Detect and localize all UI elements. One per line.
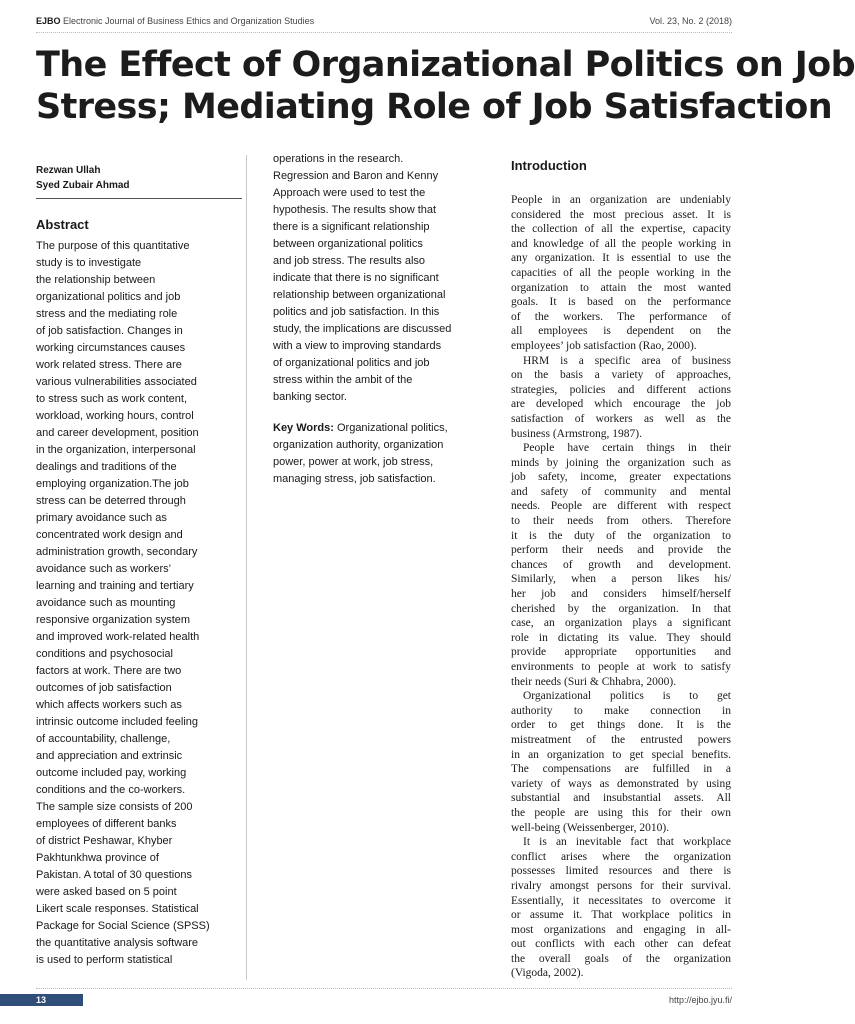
text-line: It is an inevitable fact that workplace <box>523 836 731 849</box>
text-line: authority to make connection in <box>511 704 731 717</box>
keywords-first-text: Organizational politics, <box>333 422 448 434</box>
text-line: operations in the research. <box>273 153 404 165</box>
text-line: outcomes of job satisfaction <box>36 682 172 694</box>
text-line: perform their needs and provide the <box>511 544 731 557</box>
text-line: to their needs from others. Therefore <box>511 515 731 528</box>
text-line: study is to investigate <box>36 257 142 269</box>
keywords <box>273 420 483 488</box>
text-line: outcome included pay, working <box>36 767 187 779</box>
introduction-heading: Introduction <box>511 158 587 173</box>
text-line: of accountability, challenge, <box>36 733 171 745</box>
text-line: the collection of all the expertise, capacity <box>511 223 731 236</box>
text-line: Organizational politics is to get <box>523 690 731 703</box>
text-line: variety of ways as demonstrated by using <box>511 777 731 790</box>
text-line: the quantitative analysis software <box>36 937 199 949</box>
journal-abbrev: EJBO <box>36 16 61 26</box>
text-line: it is the duty of the organization to <box>511 529 731 542</box>
text-line: and knowledge of all the people working in <box>511 237 731 250</box>
text-line: concentrated work design and <box>36 529 183 541</box>
text-line: needs. People are different with respect <box>511 500 731 513</box>
text-line: Essentially, it necessitates to overcome it <box>511 894 731 907</box>
text-line: strategies, policies and different actions <box>511 383 731 396</box>
text-line: case, an organization plays a significant <box>511 617 731 630</box>
text-line: environments to people at work to satisfy <box>511 661 731 673</box>
title-line: Stress; Mediating Role of Job Satisfaction <box>36 87 833 127</box>
abstract-continued <box>273 151 483 406</box>
text-line: employees of different banks <box>36 818 177 830</box>
text-line: provide appropriate opportunities and <box>511 646 731 659</box>
text-line: role in dictating its value. They should <box>511 631 731 644</box>
intro-paragraph <box>511 689 731 835</box>
text-line: working circumstances causes <box>36 342 186 354</box>
text-line: avoidance such as mounting <box>36 597 176 609</box>
text-line: is used to perform statistical <box>36 954 173 966</box>
text-line: her job and considers himself/herself <box>511 588 731 601</box>
intro-paragraph <box>511 354 731 442</box>
text-line: dealings and traditions of the <box>36 461 177 473</box>
text-line: on the basis a variety of approaches, <box>511 369 731 382</box>
text-line: study, the implications are discussed <box>273 323 452 335</box>
footer-divider <box>36 988 732 989</box>
intro-paragraph <box>511 835 731 981</box>
text-line: of job satisfaction. Changes in <box>36 325 183 337</box>
keywords-line: organization authority, organization <box>273 439 444 451</box>
text-line: possesses limited resources and there is <box>511 865 731 878</box>
author-name: Rezwan Ullah <box>36 165 101 176</box>
text-line: the relationship between <box>36 274 156 286</box>
journal-url: http://ejbo.jyu.fi/ <box>668 995 732 1005</box>
text-line: responsive organization system <box>36 614 191 626</box>
keywords-label: Key Words: <box>273 422 334 434</box>
text-line: any organization. It is essential to use the <box>511 252 731 265</box>
journal-full-name: Electronic Journal of Business Ethics and Organization Studies <box>63 16 315 26</box>
text-line: employing organization.The job <box>36 478 189 490</box>
text-line: cherished by the organization. In that <box>511 602 731 615</box>
text-line: banking sector. <box>273 391 347 403</box>
column-divider <box>246 155 247 980</box>
text-line: Regression and Baron and Kenny <box>273 170 439 182</box>
text-line: to stress such as work content, <box>36 393 188 405</box>
volume-info: Vol. 23, No. 2 (2018) <box>649 16 732 26</box>
text-line: conditions and psychosocial <box>36 648 173 660</box>
introduction-body <box>511 193 731 981</box>
text-line: all employees is dependent on the <box>511 325 731 338</box>
text-line: avoidance such as workers’ <box>36 563 172 575</box>
page-number-tab <box>0 994 83 1006</box>
text-line: stress can be deterred through <box>36 495 186 507</box>
page-number: 13 <box>36 995 47 1005</box>
text-line: administration growth, secondary <box>36 546 198 558</box>
text-line: business (Armstrong, 1987). <box>511 427 642 440</box>
text-line: and career development, position <box>36 427 199 439</box>
text-line: work related stress. There are <box>36 359 182 371</box>
text-line: mistreatment of the entrusted powers <box>511 733 731 746</box>
text-line: were asked based on 5 point <box>36 886 177 898</box>
text-line: factors at work. There are two <box>36 665 182 677</box>
keywords-first-line <box>273 420 483 437</box>
text-line: People in an organization are undeniably <box>511 194 731 206</box>
title-line: The Effect of Organizational Politics on Job <box>36 45 855 85</box>
text-line: most organizations and engaging in all- <box>511 923 731 936</box>
text-line: which affects workers such as <box>36 699 182 711</box>
text-line: there is a significant relationship <box>273 221 430 233</box>
text-line: the people are using this for their own <box>511 806 731 819</box>
author-list <box>36 163 242 193</box>
header-divider <box>36 32 732 33</box>
text-line: conditions and the co-workers. <box>36 784 186 796</box>
intro-paragraph <box>511 193 731 354</box>
intro-paragraph <box>511 441 731 689</box>
text-line: HRM is a specific area of business <box>523 354 731 367</box>
text-line: and job stress. The results also <box>273 255 426 267</box>
text-line: Pakhtunkhwa province of <box>36 852 159 864</box>
text-line: are developed which encourage the job <box>511 398 731 411</box>
keywords-line: power, power at work, job stress, <box>273 456 434 468</box>
text-line: capacities of all the people working in the <box>511 266 731 279</box>
text-line: organizational politics and job <box>36 291 181 303</box>
text-line: The purpose of this quantitative <box>36 240 190 252</box>
text-line: satisfaction of workers as well as the <box>511 412 731 425</box>
text-line: organization to attain the most wanted <box>511 281 731 294</box>
text-line: Pakistan. A total of 30 questions <box>36 869 192 881</box>
text-line: goals. It is based on the performance <box>511 296 731 309</box>
text-line: chances of growth and development. <box>511 558 731 571</box>
abstract-heading: Abstract <box>36 217 89 232</box>
text-line: order to get things done. It is the <box>511 719 731 732</box>
text-line: well-being (Weissenberger, 2010). <box>511 821 670 834</box>
text-line: job safety, income, greater expectations <box>511 471 731 484</box>
text-line: learning and training and tertiary <box>36 580 194 592</box>
text-line: in an organization to get special benefits. <box>511 748 731 761</box>
text-line: intrinsic outcome included feeling <box>36 716 199 728</box>
text-line: politics and job satisfaction. In this <box>273 306 440 318</box>
text-line: Likert scale responses. Statistical <box>36 903 199 915</box>
text-line: with a view to improving standards <box>273 340 442 352</box>
text-line: rivalry amongst persons for their survival. <box>511 879 731 892</box>
text-line: Similarly, when a person likes his/ <box>511 573 731 586</box>
text-line: of organizational politics and job <box>273 357 430 369</box>
journal-name <box>36 16 314 26</box>
text-line: of district Peshawar, Khyber <box>36 835 173 847</box>
text-line: the overall goals of the organization <box>511 952 731 965</box>
keywords-line: managing stress, job satisfaction. <box>273 473 436 485</box>
abstract-text <box>36 238 242 969</box>
text-line: The compensations are fulfilled in a <box>511 763 731 776</box>
text-line: hypothesis. The results show that <box>273 204 437 216</box>
text-line: stress within the ambit of the <box>273 374 413 386</box>
text-line: stress and the mediating role <box>36 308 178 320</box>
text-line: of the workers. The performance of <box>511 310 731 323</box>
text-line: The sample size consists of 200 <box>36 801 193 813</box>
text-line: Package for Social Science (SPSS) <box>36 920 210 932</box>
text-line: or assume it. That workplace politics in <box>511 909 731 922</box>
text-line: minds by joining the organization such as <box>511 456 731 469</box>
text-line: (Vigoda, 2002). <box>511 967 584 980</box>
running-header <box>36 16 732 30</box>
author-name: Syed Zubair Ahmad <box>36 180 130 191</box>
text-line: and safety of community and mental <box>511 485 731 498</box>
text-line: various vulnerabilities associated <box>36 376 197 388</box>
text-line: and appreciation and extrinsic <box>36 750 183 762</box>
text-line: indicate that there is no significant <box>273 272 439 284</box>
text-line: and improved work-related health <box>36 631 200 643</box>
text-line: out conflicts with each other can defeat <box>511 938 731 951</box>
text-line: workload, working hours, control <box>36 410 194 422</box>
text-line: employees’ job satisfaction (Rao, 2000). <box>511 339 697 352</box>
authors-divider <box>36 198 242 199</box>
text-line: considered the most precious asset. It is <box>511 208 731 221</box>
text-line: substantial and insubstantial assets. All <box>511 792 731 805</box>
text-line: between organizational politics <box>273 238 423 250</box>
article-title <box>36 44 855 128</box>
text-line: People have certain things in their <box>523 442 731 455</box>
text-line: conflict arises where the organization <box>511 850 731 863</box>
text-line: Approach were used to test the <box>273 187 426 199</box>
text-line: primary avoidance such as <box>36 512 167 524</box>
text-line: in the organization, interpersonal <box>36 444 196 456</box>
text-line: relationship between organizational <box>273 289 446 301</box>
text-line: their needs (Suri & Chhabra, 2000). <box>511 675 677 688</box>
